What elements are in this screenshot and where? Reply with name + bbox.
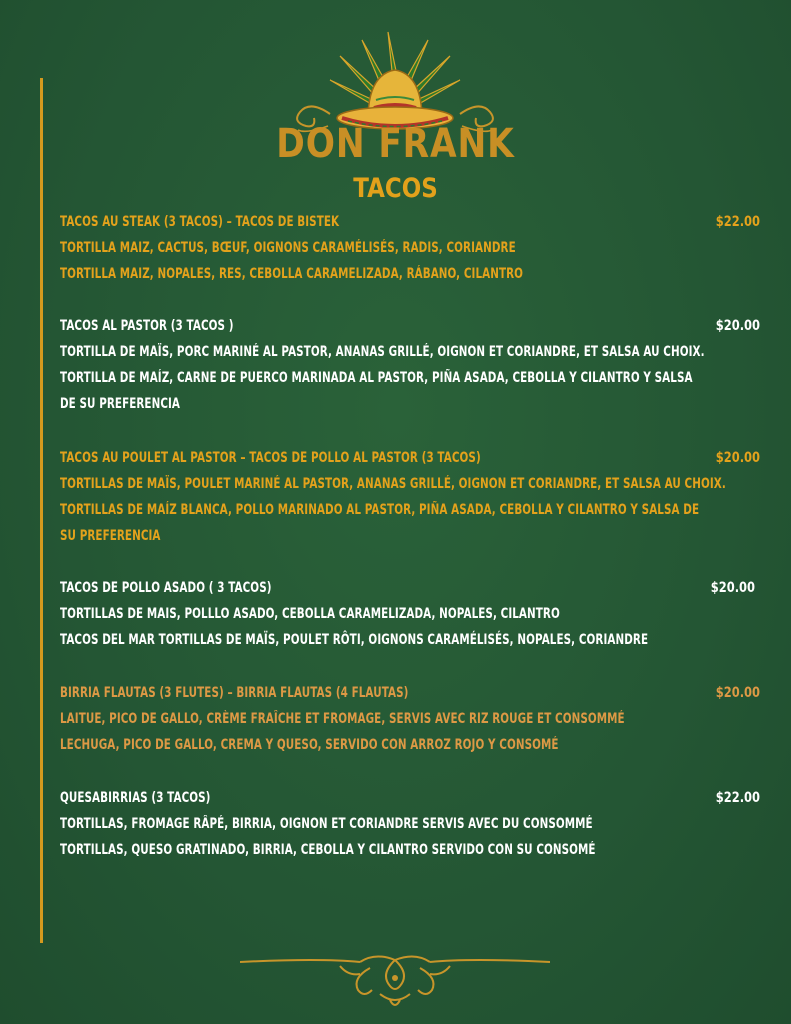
- menu-item: [60, 445, 760, 549]
- item-description-fr: TORTILLA MAIZ, CACTUS, BŒUF, OIGNONS CARAMÉLISÉS, RADIS, CORIANDRE: [60, 240, 516, 256]
- side-rule: [40, 78, 43, 943]
- item-price: $20.00: [715, 450, 760, 466]
- menu-item: [60, 209, 760, 287]
- menu-item: [60, 785, 760, 863]
- menu-item: [60, 575, 760, 653]
- brand-name: DON FRANK: [276, 121, 515, 167]
- item-description-fr: TORTILLAS DE MAÏS, POULET MARINÉ AL PASTOR, ANANAS GRILLÉ, OIGNON ET CORIANDRE, ET SALSA AU CHOIX.: [60, 476, 726, 492]
- item-price: $22.00: [715, 790, 760, 806]
- item-price: $20.00: [715, 685, 760, 701]
- item-name: TACOS AL PASTOR (3 TACOS ): [60, 318, 234, 334]
- item-description-es: LECHUGA, PICO DE GALLO, CREMA Y QUESO, SERVIDO CON ARROZ ROJO Y CONSOMÉ: [60, 737, 559, 753]
- section-title: TACOS: [353, 173, 438, 204]
- item-price: $20.00: [715, 318, 760, 334]
- item-description-fr: TORTILLA DE MAÏS, PORC MARINÉ AL PASTOR, ANANAS GRILLÉ, OIGNON ET CORIANDRE, ET SALSA AU CHOIX.: [60, 344, 705, 360]
- item-description-es: TORTILLAS DE MAÍZ BLANCA, POLLO MARINADO AL PASTOR, PIÑA ASADA, CEBOLLA Y CILANTRO Y SALSA DE SU PREFERENCIA: [60, 502, 700, 544]
- item-name: TACOS AU POULET AL PASTOR – TACOS DE POLLO AL PASTOR (3 TACOS): [60, 450, 481, 466]
- item-name: TACOS DE POLLO ASADO ( 3 TACOS): [60, 580, 272, 596]
- item-description-fr: TORTILLAS, FROMAGE RÂPÉ, BIRRIA, OIGNON ET CORIANDRE SERVIS AVEC DU CONSOMMÉ: [60, 816, 593, 832]
- item-description-es: TORTILLA DE MAÍZ, CARNE DE PUERCO MARINADA AL PASTOR, PIÑA ASADA, CEBOLLA Y CILANTRO Y SALSA DE SU PREFERENCIA: [60, 370, 693, 412]
- menu-item: [60, 313, 760, 417]
- menu-item: [60, 680, 760, 758]
- item-description-fr: TACOS DEL MAR TORTILLAS DE MAÏS, POULET RÔTI, OIGNONS CARAMÉLISÉS, NOPALES, CORIANDRE: [60, 632, 649, 648]
- item-description-fr: LAITUE, PICO DE GALLO, CRÈME FRAÎCHE ET FROMAGE, SERVIS AVEC RIZ ROUGE ET CONSOMMÉ: [60, 711, 625, 727]
- item-price: $22.00: [715, 214, 760, 230]
- item-name: QUESABIRRIAS (3 TACOS): [60, 790, 211, 806]
- item-price: $20.00: [710, 580, 755, 596]
- item-name: BIRRIA FLAUTAS (3 FLUTES) – BIRRIA FLAUTAS (4 FLAUTAS): [60, 685, 409, 701]
- item-description-es: TORTILLAS, QUESO GRATINADO, BIRRIA, CEBOLLA Y CILANTRO SERVIDO CON SU CONSOMÉ: [60, 842, 596, 858]
- item-description-es: TORTILLA MAIZ, NOPALES, RES, CEBOLLA CARAMELIZADA, RÁBANO, CILANTRO: [60, 266, 524, 282]
- item-description-es: TORTILLAS DE MAIS, POLLLO ASADO, CEBOLLA CARAMELIZADA, NOPALES, CILANTRO: [60, 606, 560, 622]
- ornament-flourish-icon: [240, 948, 550, 1018]
- item-name: TACOS AU STEAK (3 TACOS) – TACOS DE BISTEK: [60, 214, 340, 230]
